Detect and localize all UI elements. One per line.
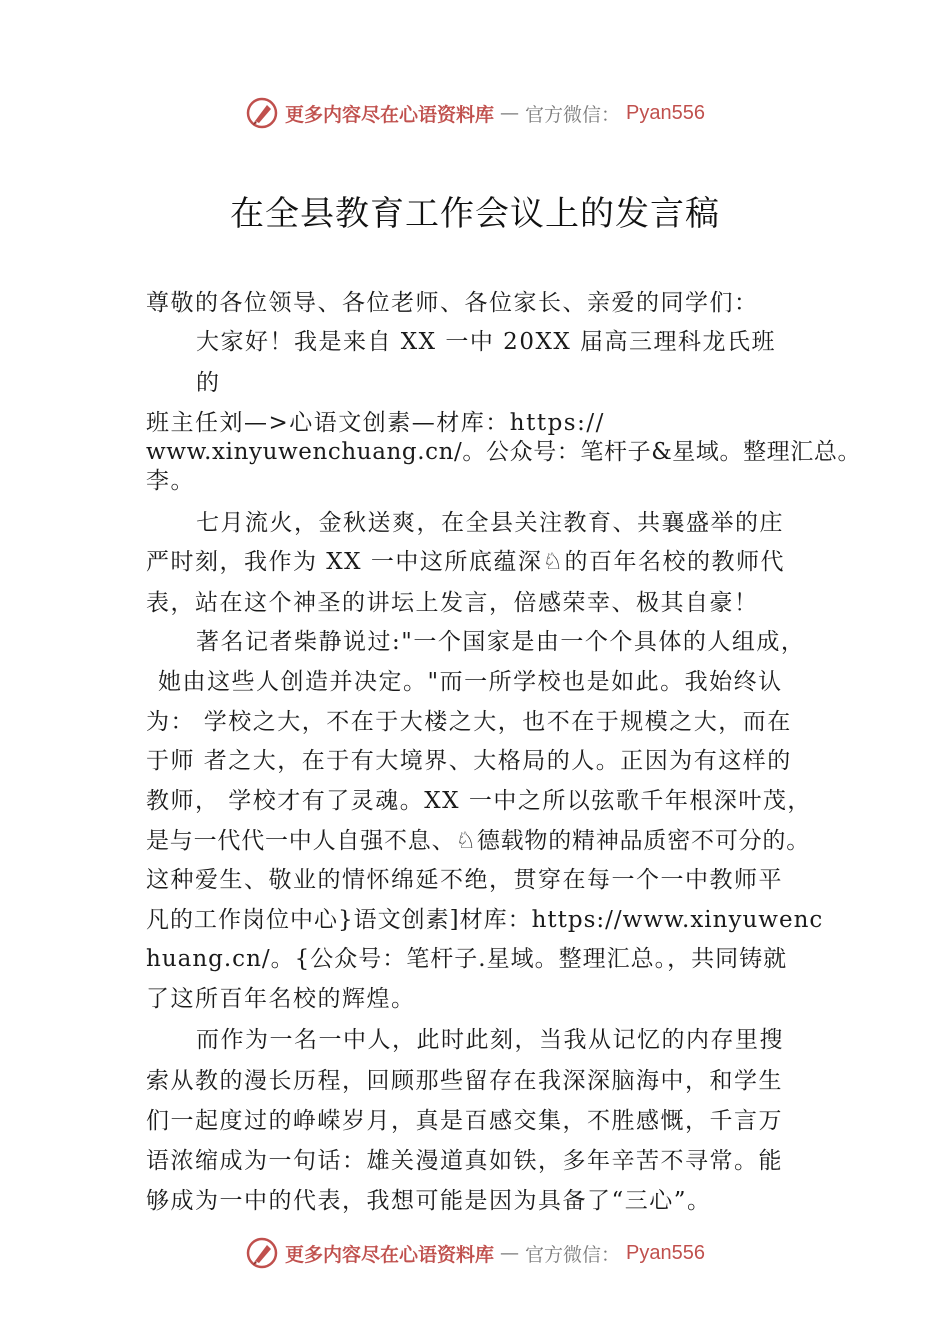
banner-wechat-label: 官方微信： <box>525 1243 621 1266</box>
body-line: 语浓缩成为一句话：雄关漫道真如铁，多年辛苦不寻常。能 <box>146 1148 783 1174</box>
body-line: 表，站在这个神圣的讲坛上发言，倍感荣幸、极其自豪！ <box>146 590 759 616</box>
body-line: 凡的工作岗位中心}语文创素]材库：https://www.xinyuwenc <box>146 907 824 933</box>
body-line: www.xinyuwenchuang.cn/。公众号：笔杆子&星域。整理汇总。 <box>146 439 862 465</box>
banner-dash: — <box>500 1242 520 1264</box>
banner-wechat-id: Pyan556 <box>626 1241 705 1264</box>
banner-wechat-id: Pyan556 <box>626 101 705 124</box>
body-line: 的 <box>196 370 221 396</box>
body-line: 是与一代代一中人自强不息、♘德载物的精神品质密不可分的。 <box>146 828 811 854</box>
body-line: 够成为一中的代表，我想可能是因为具备了“三心”。 <box>146 1188 712 1214</box>
body-line: 七月流火，金秋送爽，在全县关注教育、共襄盛举的庄 <box>196 510 784 536</box>
body-line: 为： 学校之大，不在于大楼之大，也不在于规模之大，而在 <box>146 709 792 735</box>
body-line: 而作为一名一中人，此时此刻，当我从记忆的内存里搜 <box>196 1027 784 1053</box>
document-title: 在全县教育工作会议上的发言稿 <box>230 194 720 234</box>
body-line: 严时刻，我作为 XX 一中这所底蕴深♘的百年名校的教师代 <box>146 549 785 575</box>
body-line: 们一起度过的峥嵘岁月，真是百感交集，不胜感慨，千言万 <box>146 1108 783 1134</box>
body-line: 这种爱生、敬业的情怀绵延不绝，贯穿在每一个一中教师平 <box>146 867 783 893</box>
body-line: 于师 者之大，在于有大境界、大格局的人。正因为有这样的 <box>146 748 792 774</box>
banner-dash: — <box>500 102 520 124</box>
body-line: 教师， 学校才有了灵魂。XX 一中之所以弦歌千年根深叶茂， <box>146 788 812 814</box>
banner-brand-text: 更多内容尽在心语资料库 <box>285 103 495 126</box>
body-line: 了这所百年名校的辉煌。 <box>146 986 416 1012</box>
body-line: 班主任刘—>心语文创素—材库：https:// <box>146 410 605 436</box>
pen-nib-logo-icon <box>245 1236 279 1270</box>
header-banner <box>0 93 950 133</box>
banner-brand-text: 更多内容尽在心语资料库 <box>285 1243 495 1266</box>
body-line: 大家好！我是来自 XX 一中 20XX 届高三理科龙氏班 <box>196 329 777 355</box>
body-line: 索从教的漫长历程，回顾那些留存在我深深脑海中，和学生 <box>146 1068 783 1094</box>
body-line: 尊敬的各位领导、各位老师、各位家长、亲爱的同学们： <box>146 290 759 316</box>
body-line: huang.cn/。{公众号：笔杆子.星域。整理汇总。，共同铸就 <box>146 946 788 972</box>
body-line: 她由这些人创造并决定。"而一所学校也是如此。我始终认 <box>158 669 783 695</box>
body-line: 著名记者柴静说过:"一个国家是由一个个具体的人组成， <box>196 629 806 655</box>
banner-wechat-label: 官方微信： <box>525 103 621 126</box>
body-line: 李。 <box>146 468 195 494</box>
pen-nib-logo-icon <box>245 96 279 130</box>
footer-banner <box>0 1233 950 1273</box>
